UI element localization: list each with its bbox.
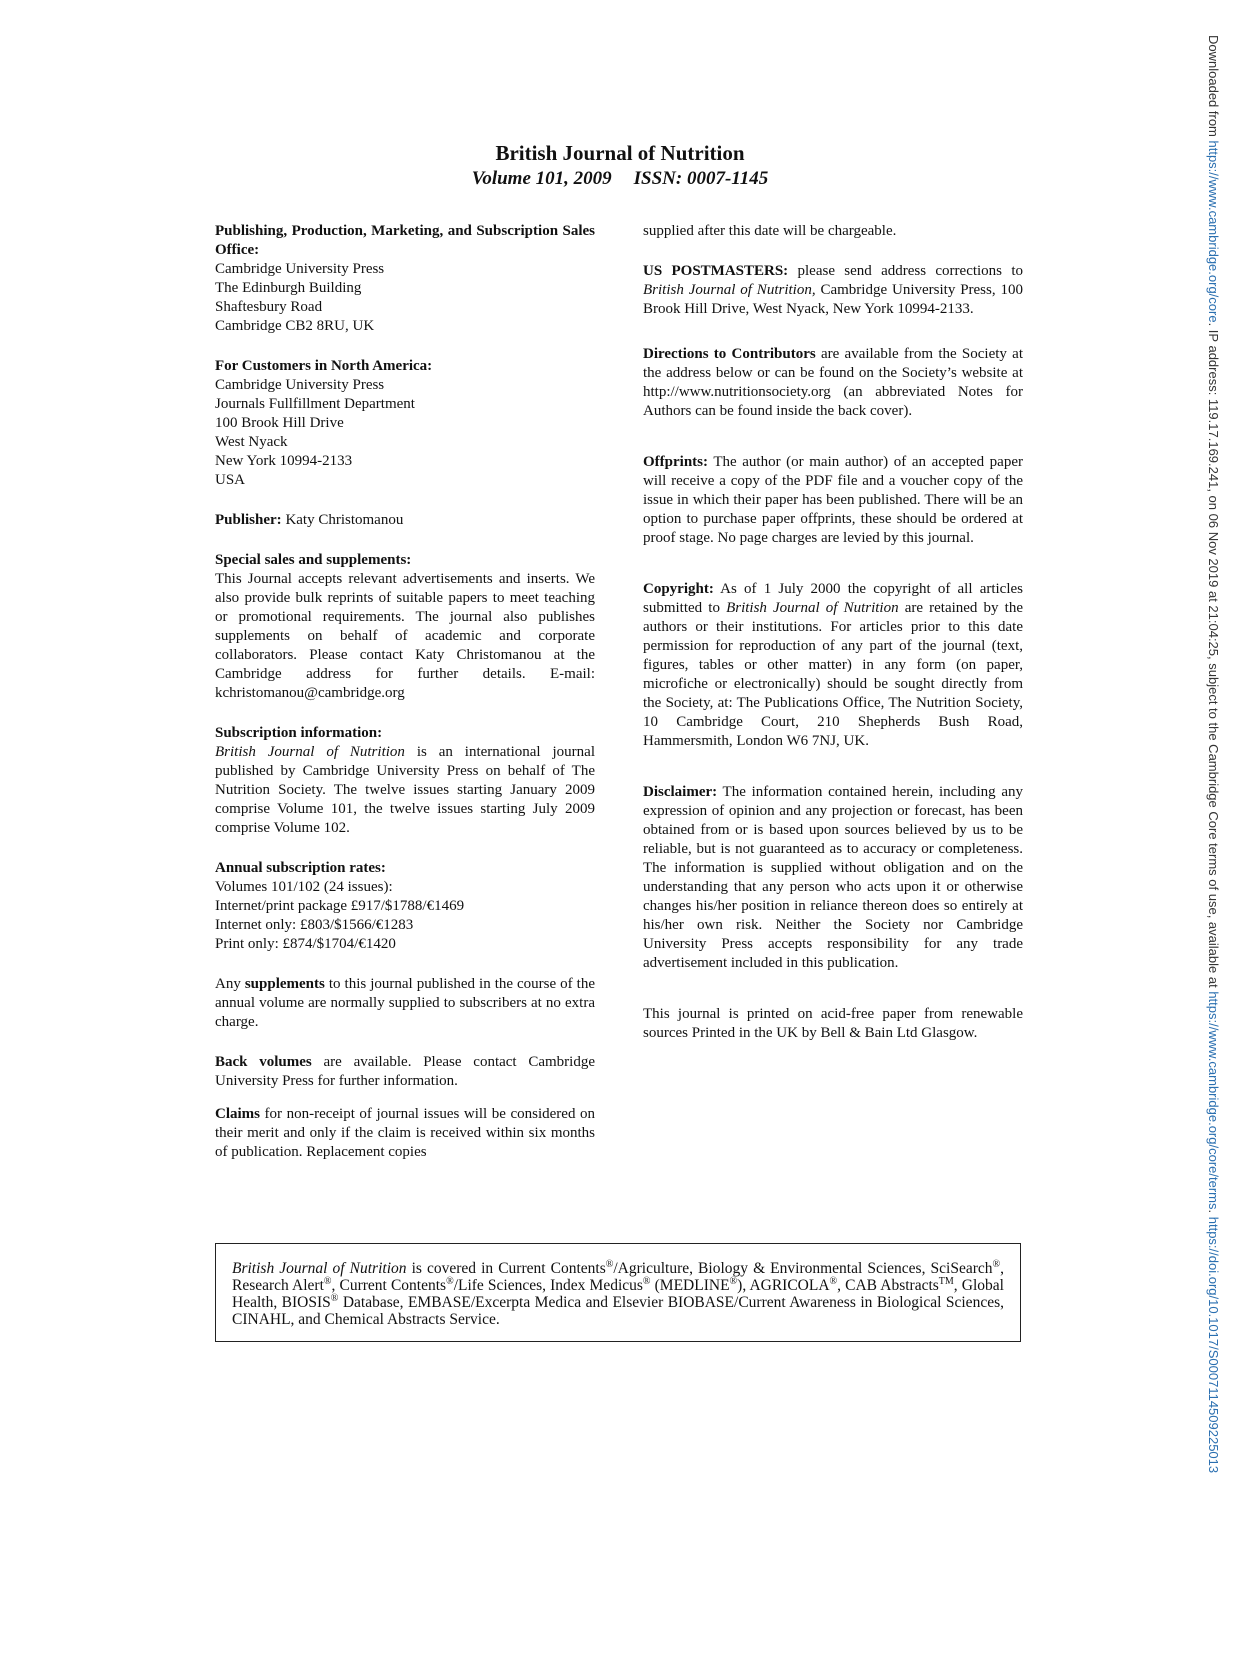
- office-line: Shaftesbury Road: [215, 299, 323, 315]
- volume-line: [0, 166, 1240, 192]
- rates-line: Internet only: £803/$1566/€1283: [215, 917, 414, 933]
- trademark-mark: TM: [938, 1275, 954, 1287]
- cambridge-core-link[interactable]: https://www.cambridge.org/core: [1206, 140, 1221, 323]
- registered-mark: ®: [992, 1258, 1001, 1270]
- north-america-block: [215, 357, 595, 490]
- directions-bold: Directions to Contributors: [643, 346, 816, 362]
- postmasters-text: Cambridge University Press, 100 Brook Hill Drive, West Nyack, New York 10994-2133.: [643, 282, 1023, 317]
- subscription-info-text: [215, 743, 595, 838]
- supplements-block: [215, 975, 595, 1032]
- north-america-line: Journals Fullfillment Department: [215, 396, 415, 412]
- rates-block: [215, 859, 595, 954]
- masthead: [0, 140, 1240, 192]
- special-sales-heading: Special sales and supplements:: [215, 552, 412, 568]
- registered-mark: ®: [605, 1258, 614, 1270]
- copyright-bold: Copyright:: [643, 581, 714, 597]
- paper-block: [643, 1005, 1023, 1043]
- disclaimer-text: The information contained herein, including any expression of opinion and any projection or forecast, has been obtained from or is based upon sources believed by us to be reliable, but is not guaranteed as to accuracy or completeness. The information is supplied without obligation and on the understanding that any person who acts upon it or otherwise changes his/her position in reliance thereon does so entirely at his/her own risk. Neither the Society nor Cambridge University Press accepts responsibility for any trade advertisement included in this publication.: [643, 784, 1023, 971]
- north-america-heading: For Customers in North America:: [215, 358, 433, 374]
- publisher-block: [215, 511, 595, 530]
- coverage-text: /Agriculture, Biology & Environmental Sciences, SciSearch: [613, 1260, 993, 1277]
- coverage-text: /Life Sciences, Index Medicus: [453, 1277, 643, 1294]
- coverage-text: , Research Alert: [232, 1260, 1004, 1294]
- coverage-text: , CAB Abstracts: [837, 1277, 939, 1294]
- office-block: [215, 222, 595, 336]
- copyright-pre: As of 1 July 2000 the copyright of all articles submitted to: [643, 581, 1023, 616]
- office-line: Cambridge University Press: [215, 261, 385, 277]
- publisher-name: Katy Christomanou: [285, 512, 404, 528]
- paper-text: This journal is printed on acid-free paper from renewable sources Printed in the UK by Bell & Bain Ltd Glasgow.: [643, 1006, 1023, 1041]
- subscription-info-block: [215, 724, 595, 838]
- claims-block: [215, 1105, 595, 1162]
- offprints-bold: Offprints:: [643, 454, 708, 470]
- journal-name: British Journal of Nutrition,: [643, 282, 816, 298]
- registered-mark: ®: [323, 1275, 332, 1287]
- claims-text: for non-receipt of journal issues will be considered on their merit and only if the claim is received within six months of publication. Replacement copies: [215, 1106, 595, 1160]
- coverage-text: ), AGRICOLA: [737, 1277, 830, 1294]
- download-notice: [1203, 35, 1231, 1530]
- journal-name: British Journal of Nutrition: [726, 600, 899, 616]
- registered-mark: ®: [446, 1275, 454, 1287]
- left-column: [215, 222, 595, 1183]
- special-sales-block: [215, 551, 595, 703]
- supplements-bold: supplements: [244, 976, 325, 992]
- volume-year: Volume 101, 2009: [471, 168, 612, 189]
- north-america-line: 100 Brook Hill Drive: [215, 415, 344, 431]
- publisher-label: Publisher:: [215, 512, 282, 528]
- notice-text: .: [1206, 1209, 1221, 1217]
- postmasters-block: [643, 262, 1023, 319]
- coverage-text: , Global Health, BIOSIS: [232, 1277, 1004, 1311]
- rates-line: Volumes 101/102 (24 issues):: [215, 879, 393, 895]
- download-notice-text: [1203, 35, 1223, 1530]
- coverage-text: , Current Contents: [331, 1277, 447, 1294]
- disclaimer-block: [643, 783, 1023, 973]
- right-column: [643, 222, 1023, 1064]
- doi-link[interactable]: https://doi.org/10.1017/S0007114509225013: [1206, 1216, 1221, 1474]
- postmasters-pre: please send address corrections to: [788, 263, 1023, 279]
- back-volumes-block: [215, 1053, 595, 1091]
- journal-title: British Journal of Nutrition: [495, 141, 745, 165]
- notice-text: . IP address: 119.17.169.241, on 06 Nov 2019 at 21:04:25, subject to the Cambridge Core terms of use, available at: [1206, 322, 1221, 992]
- directions-text: are available from the Society at the address below or can be found on the Society’s website at http://www.nutritionsociety.org (an abbreviated Notes for Authors can be found inside the back cover).: [643, 346, 1023, 419]
- office-line: Cambridge CB2 8RU, UK: [215, 318, 375, 334]
- coverage-text: (MEDLINE: [650, 1277, 730, 1294]
- issn: ISSN: 0007-1145: [633, 168, 769, 189]
- claims-bold: Claims: [215, 1106, 260, 1122]
- postmasters-bold: US POSTMASTERS:: [643, 263, 789, 279]
- north-america-line: USA: [215, 472, 246, 488]
- office-line: The Edinburgh Building: [215, 280, 362, 296]
- coverage-text: Database, EMBASE/Excerpta Medica and Elsevier BIOBASE/Current Awareness in Biological Sciences, CINAHL, and Chemical Abstracts Service.: [232, 1294, 1004, 1328]
- notice-text: Downloaded from: [1206, 35, 1221, 141]
- registered-mark: ®: [829, 1275, 838, 1287]
- supplements-text: to this journal published in the course of the annual volume are normally supplied to subscribers at no extra charge.: [215, 976, 595, 1030]
- registered-mark: ®: [729, 1275, 738, 1287]
- copyright-block: [643, 580, 1023, 751]
- registered-mark: ®: [642, 1275, 651, 1287]
- journal-name: British Journal of Nutrition: [215, 744, 405, 760]
- continuation-block: [643, 222, 1023, 241]
- rates-heading: Annual subscription rates:: [215, 860, 386, 876]
- subscription-info-heading: Subscription information:: [215, 725, 383, 741]
- back-volumes-bold: Back volumes: [215, 1054, 312, 1070]
- copyright-text: are retained by the authors or their institutions. For articles prior to this date permission for reproduction of any part of the journal (text, figures, tables or other matter) in any form (on paper, microfiche or electronically) should be sought directly from the Society, at: The Publications Office, The Nutrition Society, 10 Cambridge Court, 210 Shepherds Bush Road, Hammersmith, London W6 7NJ, UK.: [643, 600, 1023, 749]
- terms-link[interactable]: https://www.cambridge.org/core/terms: [1206, 991, 1221, 1210]
- back-volumes-text: are available. Please contact Cambridge University Press for further information.: [215, 1054, 595, 1089]
- journal-name: British Journal of Nutrition: [232, 1260, 407, 1277]
- rates-line: Internet/print package £917/$1788/€1469: [215, 898, 465, 914]
- disclaimer-bold: Disclaimer:: [643, 784, 718, 800]
- coverage-text: is covered in Current Contents: [406, 1260, 606, 1277]
- directions-block: [643, 345, 1023, 421]
- continuation-text: supplied after this date will be chargeable.: [643, 223, 897, 239]
- coverage-box: [215, 1243, 1021, 1342]
- north-america-line: New York 10994-2133: [215, 453, 353, 469]
- offprints-text: The author (or main author) of an accepted paper will receive a copy of the PDF file and a voucher copy of the issue in which their paper has been published. There will be an option to purchase paper offprints, these should be ordered at proof stage. No page charges are levied by this journal.: [643, 454, 1023, 546]
- office-heading: Publishing, Production, Marketing, and Subscription Sales Office:: [215, 223, 595, 258]
- offprints-block: [643, 453, 1023, 548]
- registered-mark: ®: [330, 1292, 339, 1304]
- north-america-line: West Nyack: [215, 434, 288, 450]
- subscription-info-body: is an international journal published by Cambridge University Press on behalf of The Nutrition Society. The twelve issues starting January 2009 comprise Volume 101, the twelve issues starting July 2009 comprise Volume 102.: [215, 744, 595, 836]
- supplements-pre: Any: [215, 976, 245, 992]
- north-america-line: Cambridge University Press: [215, 377, 385, 393]
- rates-line: Print only: £874/$1704/€1420: [215, 936, 396, 952]
- special-sales-text: This Journal accepts relevant advertisements and inserts. We also provide bulk reprints of suitable papers to meet teaching or promotional requirements. The journal also publishes supplements on behalf of academic and corporate collaborators. Please contact Katy Christomanou at the Cambridge address for further details. E-mail: kchristomanou@cambridge.org: [215, 571, 595, 701]
